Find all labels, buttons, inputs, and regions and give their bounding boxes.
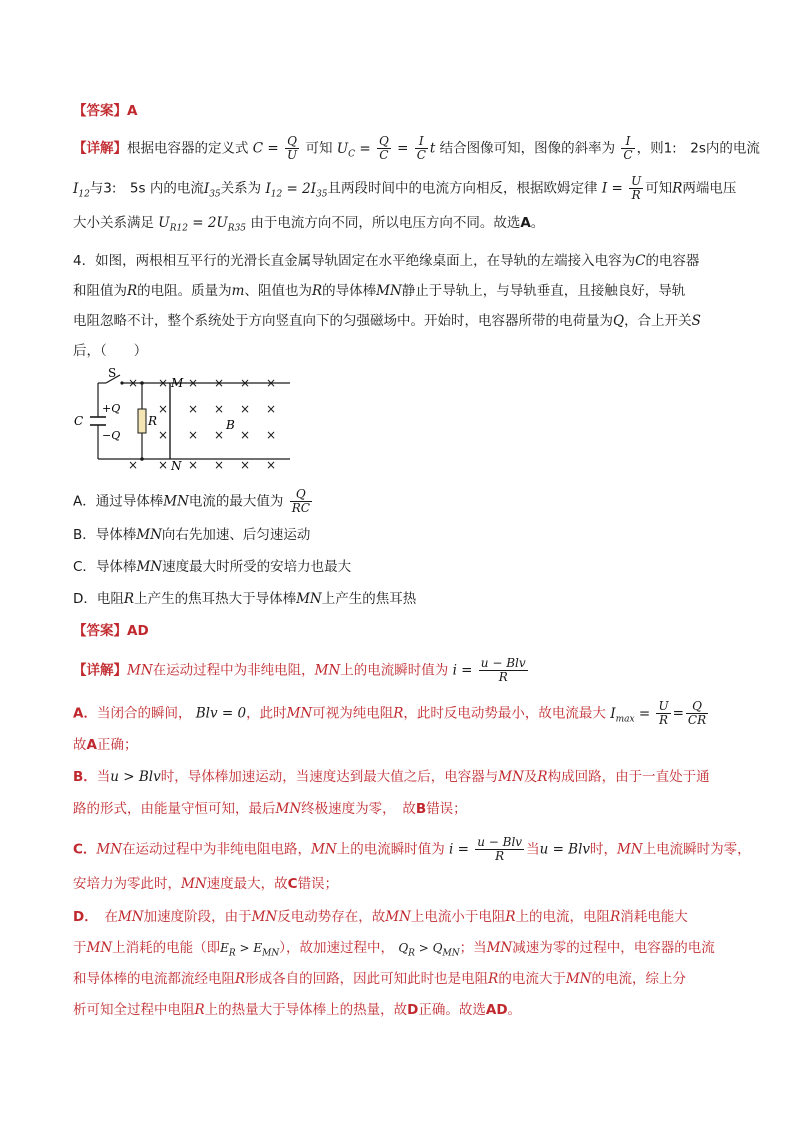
field-cross: × bbox=[188, 376, 199, 390]
detail-text: 两端电压 bbox=[682, 180, 737, 197]
fraction-i-over-c: $\frac{I}{C}$ bbox=[416, 134, 426, 162]
field-cross: × bbox=[266, 458, 277, 472]
formula-c: C = bbox=[252, 140, 279, 157]
label-s: S bbox=[108, 367, 117, 380]
option-a: A．通过导体棒MN电流的最大值为 $\frac{Q}{RC}$ bbox=[73, 487, 310, 515]
detail-text: 与3: 5s 内的电流 bbox=[89, 180, 204, 197]
circuit-diagram bbox=[70, 367, 310, 477]
detail-text: A bbox=[520, 215, 531, 231]
field-cross: × bbox=[158, 458, 169, 472]
fraction-current: $\frac{\text{u − Blv}}{R}$ bbox=[480, 656, 526, 684]
fraction-q-over-c: $\frac{Q}{C}$ bbox=[378, 134, 389, 162]
detail-text: 。 bbox=[530, 215, 545, 231]
field-cross: × bbox=[214, 402, 225, 416]
formula-relation: $I_{12} = 2I_{35}$ bbox=[265, 180, 328, 200]
detail1-line-3 bbox=[73, 212, 544, 240]
field-cross: × bbox=[266, 402, 277, 416]
detail1-line-2 bbox=[73, 175, 736, 205]
detail-tag: 【详解】 bbox=[73, 140, 127, 157]
detail-text: 且两段时间中的电流方向相反，根据欧姆定律 bbox=[327, 180, 598, 197]
field-cross: × bbox=[188, 458, 199, 472]
question-line-3: 电阻忽略不计，整个系统处于方向竖直向下的匀强磁场中。开始时，电容器所带的电荷量为Q，合上开关S bbox=[73, 313, 701, 329]
question-line-2: 和阻值为R的电阻。质量为m、阻值也为R的导体棒MN静止于导轨上，与导轨垂直，且接触良好，导轨 bbox=[73, 283, 686, 299]
fraction-q-over-u: $\frac{Q}{U}$ bbox=[287, 134, 298, 162]
detail2-line-a: A．当闭合的瞬间， Blv = 0，此时MN可视为纯电阻R，此时反电动势最小，故电流最大 $I_{max}$ = $\frac{U}{R}$ = $\frac{Q}{CR}$ bbox=[73, 699, 707, 727]
symbol-r: R bbox=[672, 180, 683, 197]
fraction-slope: $\frac{I}{C}$ bbox=[623, 134, 633, 162]
field-cross: × bbox=[266, 376, 277, 390]
detail2-line-b1: B．当u > Blv时，导体棒加速运动，当速度达到最大值之后，电容器与MN及R构成回路，由于一直处于通 bbox=[73, 769, 710, 785]
answer-value: A bbox=[127, 103, 138, 119]
detail2-line-1: 【详解】MN在运动过程中为非纯电阻，MN上的电流瞬时值为 i = $\frac{\text{u − Blv}}{R}$ bbox=[73, 656, 526, 684]
detail-text: 大小关系满足 bbox=[73, 215, 154, 231]
answer-line-1 bbox=[73, 100, 137, 122]
fraction-u-over-r: $\frac{U}{R}$ bbox=[658, 699, 669, 727]
detail-text: 由于电流方向不同，所以电压方向不同。故选 bbox=[250, 215, 521, 231]
formula-i12: $I_{12}$ bbox=[73, 180, 90, 200]
field-cross: × bbox=[266, 428, 277, 442]
label-plus-q: +Q bbox=[102, 402, 121, 415]
formula-uc: $U_C$ = bbox=[336, 140, 371, 160]
detail-text: 可知 bbox=[645, 180, 673, 197]
detail-text: 关系为 bbox=[220, 180, 262, 197]
detail-text: 根据电容器的定义式 bbox=[127, 140, 249, 157]
label-b: B bbox=[226, 418, 235, 432]
label-m: M bbox=[171, 376, 184, 390]
detail1-line-1 bbox=[73, 135, 760, 165]
detail2-line-d2: 于MN上消耗的电能（即$E_R > E_{MN}$），故加速过程中， $Q_R > Q_{MN}$；当MN减速为零的过程中，电容器的电流 bbox=[73, 940, 715, 959]
field-cross: × bbox=[240, 458, 251, 472]
label-minus-q: −Q bbox=[102, 429, 121, 442]
detail2-line-b2: 路的形式，由能量守恒可知，最后MN终极速度为零， 故B错误； bbox=[73, 801, 467, 817]
fraction-q-over-rc: $\frac{Q}{RC}$ bbox=[291, 487, 310, 515]
field-cross: × bbox=[158, 428, 169, 442]
field-cross: × bbox=[214, 376, 225, 390]
fraction-q-over-cr: $\frac{Q}{CR}$ bbox=[687, 699, 707, 727]
field-cross: × bbox=[240, 402, 251, 416]
field-cross: × bbox=[188, 402, 199, 416]
label-c: C bbox=[74, 414, 84, 428]
formula-ohm: I = bbox=[601, 180, 623, 197]
option-c: C．导体棒MN速度最大时所受的安培力也最大 bbox=[73, 559, 352, 575]
field-cross: × bbox=[128, 376, 139, 390]
field-cross: × bbox=[128, 458, 139, 472]
formula-eq: = bbox=[397, 140, 409, 157]
formula-t: t bbox=[429, 140, 436, 157]
field-cross: × bbox=[214, 458, 225, 472]
field-cross: × bbox=[240, 376, 251, 390]
detail2-line-d4: 析可知全过程中电阻R上的热量大于导体棒上的热量，故D正确。故选AD。 bbox=[73, 1002, 522, 1018]
resistor bbox=[138, 409, 146, 433]
detail2-line-d1: D． 在MN加速度阶段，由于MN反电动势存在，故MN上电流小于电阻R上的电流，电阻R消耗电能大 bbox=[73, 909, 688, 925]
answer-tag: 【答案】 bbox=[73, 103, 127, 119]
detail2-line-c2: 安培力为零此时，MN速度最大，故C错误； bbox=[73, 876, 339, 892]
question-line-4: 后，（ ） bbox=[73, 343, 148, 359]
label-n: N bbox=[171, 459, 182, 473]
detail2-line-d3: 和导体棒的电流都流经电阻R形成各自的回路，因此可知此时也是电阻R的电流大于MN的电流，综上分 bbox=[73, 971, 686, 987]
detail2-line-a2: 故A正确； bbox=[73, 737, 138, 753]
field-cross: × bbox=[214, 428, 225, 442]
field-cross: × bbox=[158, 376, 169, 390]
label-r: R bbox=[148, 414, 158, 428]
field-cross: × bbox=[240, 428, 251, 442]
option-b: B．导体棒MN向右先加速、后匀速运动 bbox=[73, 527, 311, 543]
field-cross: × bbox=[158, 402, 169, 416]
fraction-current-c: $\frac{\text{u − Blv}}{R}$ bbox=[477, 835, 523, 863]
field-cross: × bbox=[188, 428, 199, 442]
detail-text: 可知 bbox=[305, 140, 333, 157]
option-d: D．电阻R上产生的焦耳热大于导体棒MN上产生的焦耳热 bbox=[73, 591, 417, 607]
detail-text: 结合图像可知，图像的斜率为 bbox=[439, 140, 616, 157]
question-line-1: 4．如图，两根相互平行的光滑长直金属导轨固定在水平绝缘桌面上，在导轨的左端接入电容为C的电容器 bbox=[73, 253, 700, 269]
detail-text: ，则1: 2s内的电流 bbox=[636, 140, 760, 157]
fraction-u-over-r: $\frac{U}{R}$ bbox=[631, 174, 642, 202]
detail2-line-c1: C．MN在运动过程中为非纯电阻电路，MN上的电流瞬时值为 i = $\frac{\text{u − Blv}}{R}$ 当u = Blv时，MN上电流瞬时为零， bbox=[73, 835, 751, 863]
formula-i35: $I_{35}$ bbox=[203, 180, 221, 200]
formula-ur: $U_{R12} = 2U_{R35}$ bbox=[158, 215, 247, 234]
answer-line-2: 【答案】AD bbox=[73, 623, 149, 639]
